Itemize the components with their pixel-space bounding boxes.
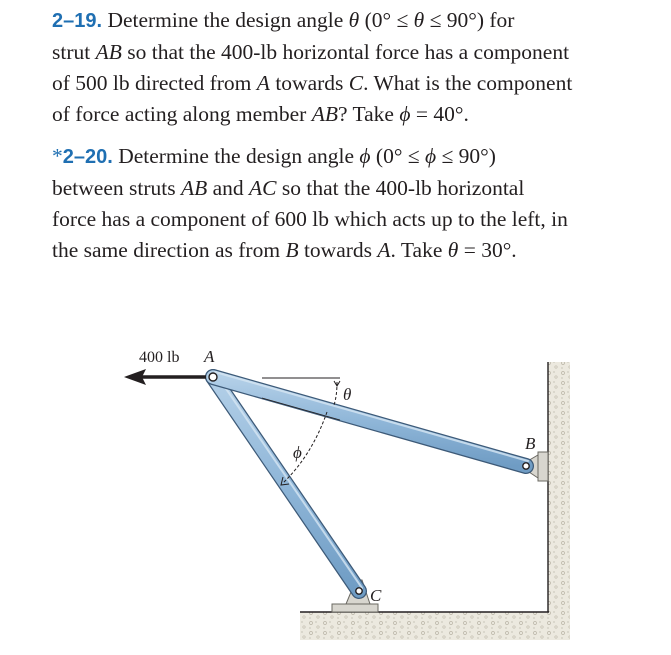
problem-2-20-line-3: force has a component of 600 lb which acts up to the left, in (52, 207, 568, 231)
label-b: B (525, 434, 536, 453)
label-c: C (370, 586, 382, 605)
pin-a (209, 373, 217, 381)
problem-2-19-line-4: of force acting along member AB? Take ϕ = 40°. (52, 102, 469, 126)
problem-2-19-line-2: strut AB so that the 400-lb horizontal force has a component (52, 40, 570, 64)
problem-2-20-line-4: the same direction as from B towards A. Take θ = 30°. (52, 238, 517, 262)
ground (300, 612, 570, 640)
problem-2-20-line-1: *2–20. Determine the design angle ϕ (0° ≤ ϕ ≤ 90°) (52, 144, 496, 168)
problem-number: 2–19. (52, 10, 103, 32)
pin-c (356, 588, 362, 594)
problem-2-19-line-1: 2–19. Determine the design angle θ (0° ≤ θ ≤ 90°) for (52, 8, 515, 32)
problem-2-20-line-2: between struts AB and AC so that the 400-lb horizontal (52, 176, 525, 200)
label-theta: θ (343, 385, 352, 404)
wall (548, 362, 570, 612)
pin-b (523, 463, 529, 469)
force-arrow (124, 369, 206, 385)
problem-2-19-line-3: of 500 lb directed from A towards C. What is the component (52, 71, 573, 95)
problem-number: 2–20. (62, 146, 113, 168)
label-a: A (204, 347, 215, 366)
force-label: 400 lb (139, 349, 180, 366)
label-phi: ϕ (293, 443, 302, 462)
